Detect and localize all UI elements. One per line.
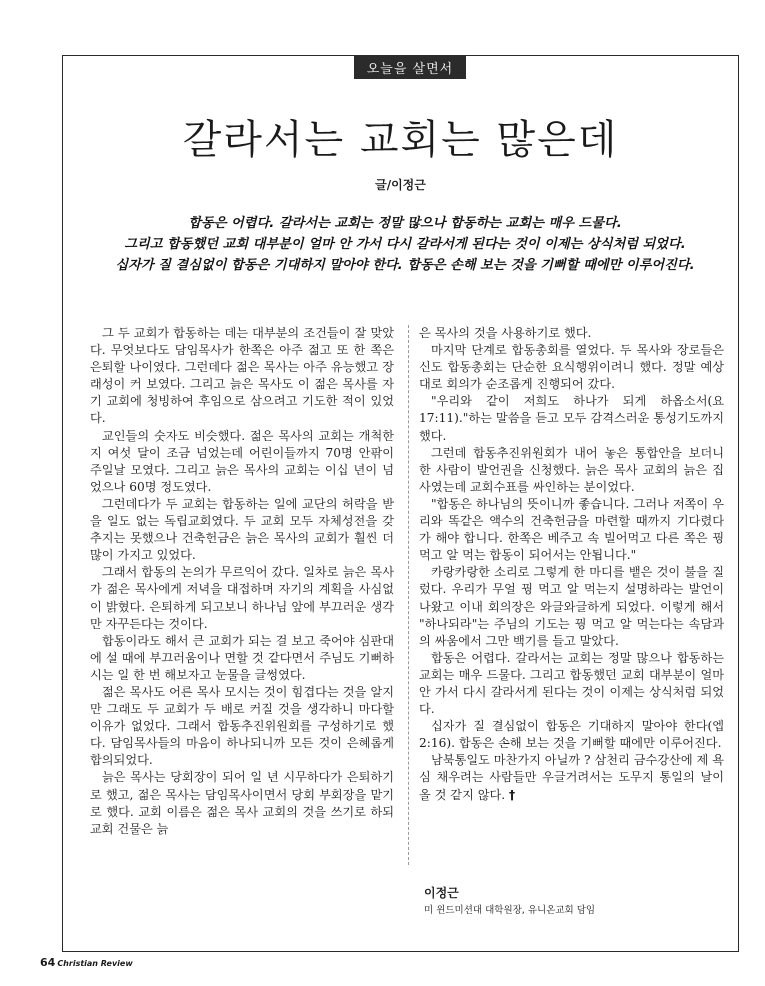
lead-line: 그리고 합동했던 교회 대부분이 얼마 안 가서 다시 갈라서게 된다는 것이 이제는 상식처럼 되었다. bbox=[124, 237, 686, 252]
column-divider bbox=[408, 325, 409, 865]
page-number: 64 bbox=[40, 956, 56, 969]
body-paragraph: "우리와 같이 저희도 하나가 되게 하옵소서(요17:11)."하는 말씀을 듣고 모두 감격스러운 통성기도까지 했다. bbox=[419, 394, 724, 443]
body-paragraph: 카랑카랑한 소리로 그렇게 한 마디를 뱉은 것이 불을 질렀다. 우리가 무얼 꿩 먹고 알 먹는지 설명하라는 발언이 나왔고 이내 회의장은 와글와글하게 되었다. 이렇게 해서 "하나되라"는 주님의 기도는 꿩 먹고 알 먹는다는 속담과의 싸움에서 그만 백기를 들고 말았다. bbox=[419, 565, 724, 648]
body-paragraph: 그런데 합동추진위원회가 내어 놓은 통합안을 보더니 한 사람이 발언권을 신청했다. 늙은 목사 교회의 늙은 집사였는데 교회수표를 싸인하는 분이었다. bbox=[419, 445, 724, 494]
page-folio bbox=[40, 956, 133, 969]
body-paragraph: 합동이라도 해서 큰 교회가 되는 걸 보고 죽어야 심판대에 설 때에 부끄러움이나 면할 것 같다면서 주님도 기뻐하시는 일 한 번 해보자고 눈물을 글썽였다. bbox=[90, 633, 394, 682]
body-column-right bbox=[419, 325, 724, 804]
body-paragraph: 마지막 단계로 합동총회를 열었다. 두 목사와 장로들은 신도 합동총회는 단순한 요식행위이려니 했다. 정말 예상대로 회의가 순조롭게 진행되어 갔다. bbox=[419, 343, 724, 392]
section-tag: 오늘을 살면서 bbox=[354, 55, 466, 79]
author-name: 이정근 bbox=[424, 886, 459, 900]
body-paragraph: 그런데다가 두 교회는 합동하는 일에 교단의 허락을 받을 일도 없는 독립교회였다. 두 교회 모두 자체성전을 갖추지는 못했으나 건축헌금은 늙은 목사의 교회가 훨씬 더 많이 가지고 있었다. bbox=[90, 496, 394, 563]
body-paragraph: 그 두 교회가 합동하는 데는 대부분의 조건들이 잘 맞았다. 무엇보다도 담임목사가 한쪽은 아주 젊고 또 한 쪽은 은퇴할 나이였다. 그런데다 젊은 목사는 아주 유능했고 장래성이 커 보였다. 그리고 늙은 목사도 이 젊은 목사를 자기 교회에 청빙하여 후임으로 삼으려고 기도한 적이 있었다. bbox=[90, 326, 394, 426]
body-column-left bbox=[90, 325, 394, 838]
body-paragraph: 은 목사의 것을 사용하기로 했다. bbox=[419, 326, 592, 340]
lead-line: 십자가 질 결심없이 합동은 기대하지 말아야 한다. 합동은 손해 보는 것을 기뻐할 때에만 이루어진다. bbox=[115, 258, 695, 273]
end-mark: † bbox=[509, 787, 516, 802]
body-paragraph-last bbox=[419, 752, 724, 803]
body-paragraph-text: 남북통일도 마찬가지 아닐까 ? 삼천리 금수강산에 제 욕심 채우려는 사람들만 우글거려서는 도무지 통일의 날이 올 것 같지 않다. bbox=[419, 753, 724, 802]
byline: 글/이정근 bbox=[375, 178, 426, 192]
body-paragraph: 합동은 어렵다. 갈라서는 교회는 정말 많으나 합동하는 교회는 매우 드물다. 그리고 합동했던 교회 대부분이 얼마 안 가서 다시 갈라서게 된다는 것이 이제는 상식처럼 되었다. bbox=[419, 650, 724, 717]
body-paragraph: 십자가 질 결심없이 합동은 기대하지 말아야 한다(엡2:16). 합동은 손해 보는 것을 기뻐할 때에만 이루어진다. bbox=[419, 719, 724, 751]
body-paragraph: 젊은 목사도 어른 목사 모시는 것이 힘겹다는 것을 알지만 그래도 두 교회가 두 배로 커질 것을 생각하니 마다할 이유가 없었다. 그래서 합동추진위원회를 구성하기로 했다. 담임목사들의 마음이 하나되니까 모든 것이 은혜롭게 합의되었다. bbox=[90, 684, 394, 768]
body-paragraph: 늙은 목사는 당회장이 되어 일 년 시무하다가 은퇴하기로 했고, 젊은 목사는 담임목사이면서 당회 부회장을 맡기로 했다. 교회 이름은 젊은 목사 교회의 것을 쓰기로 하되 교회 건물은 늙 bbox=[90, 770, 394, 836]
article-title: 갈라서는 교회는 많은데 bbox=[182, 117, 619, 163]
body-paragraph: "합동은 하나님의 뜻이니까 좋습니다. 그러나 저쪽이 우리와 똑같은 액수의 건축헌금을 마련할 때까지 기다렸다가 해야 합니다. 한쪽은 베주고 속 빌어먹고 다른 쪽은 꿩 먹고 알 먹는 합동이 되어서는 안됩니다." bbox=[419, 496, 724, 563]
body-paragraph: 그래서 합동의 논의가 무르익어 갔다. 일차로 늙은 목사가 젊은 목사에게 저녁을 대접하며 자기의 계획을 사심없이 밝혔다. 은퇴하게 되고보니 하나님 앞에 부끄러운 생각만 자꾸든다는 것이다. bbox=[90, 565, 394, 631]
lead-line: 합동은 어렵다. 갈라서는 교회는 정말 많으나 합동하는 교회는 매우 드물다. bbox=[188, 216, 622, 231]
author-bio: 미 윈드미션대 대학원장, 유니온교회 담임 bbox=[424, 905, 596, 916]
lead-summary bbox=[80, 213, 730, 276]
magazine-name: Christian Review bbox=[57, 959, 133, 968]
body-paragraph: 교인들의 숫자도 비슷했다. 젊은 목사의 교회는 개척한지 여섯 달이 조금 넘었는데 어린이들까지 70명 안팎이 주일날 모였다. 그리고 늙은 목사의 교회는 이십 년이 넘었으나 60명 정도였다. bbox=[90, 428, 394, 494]
